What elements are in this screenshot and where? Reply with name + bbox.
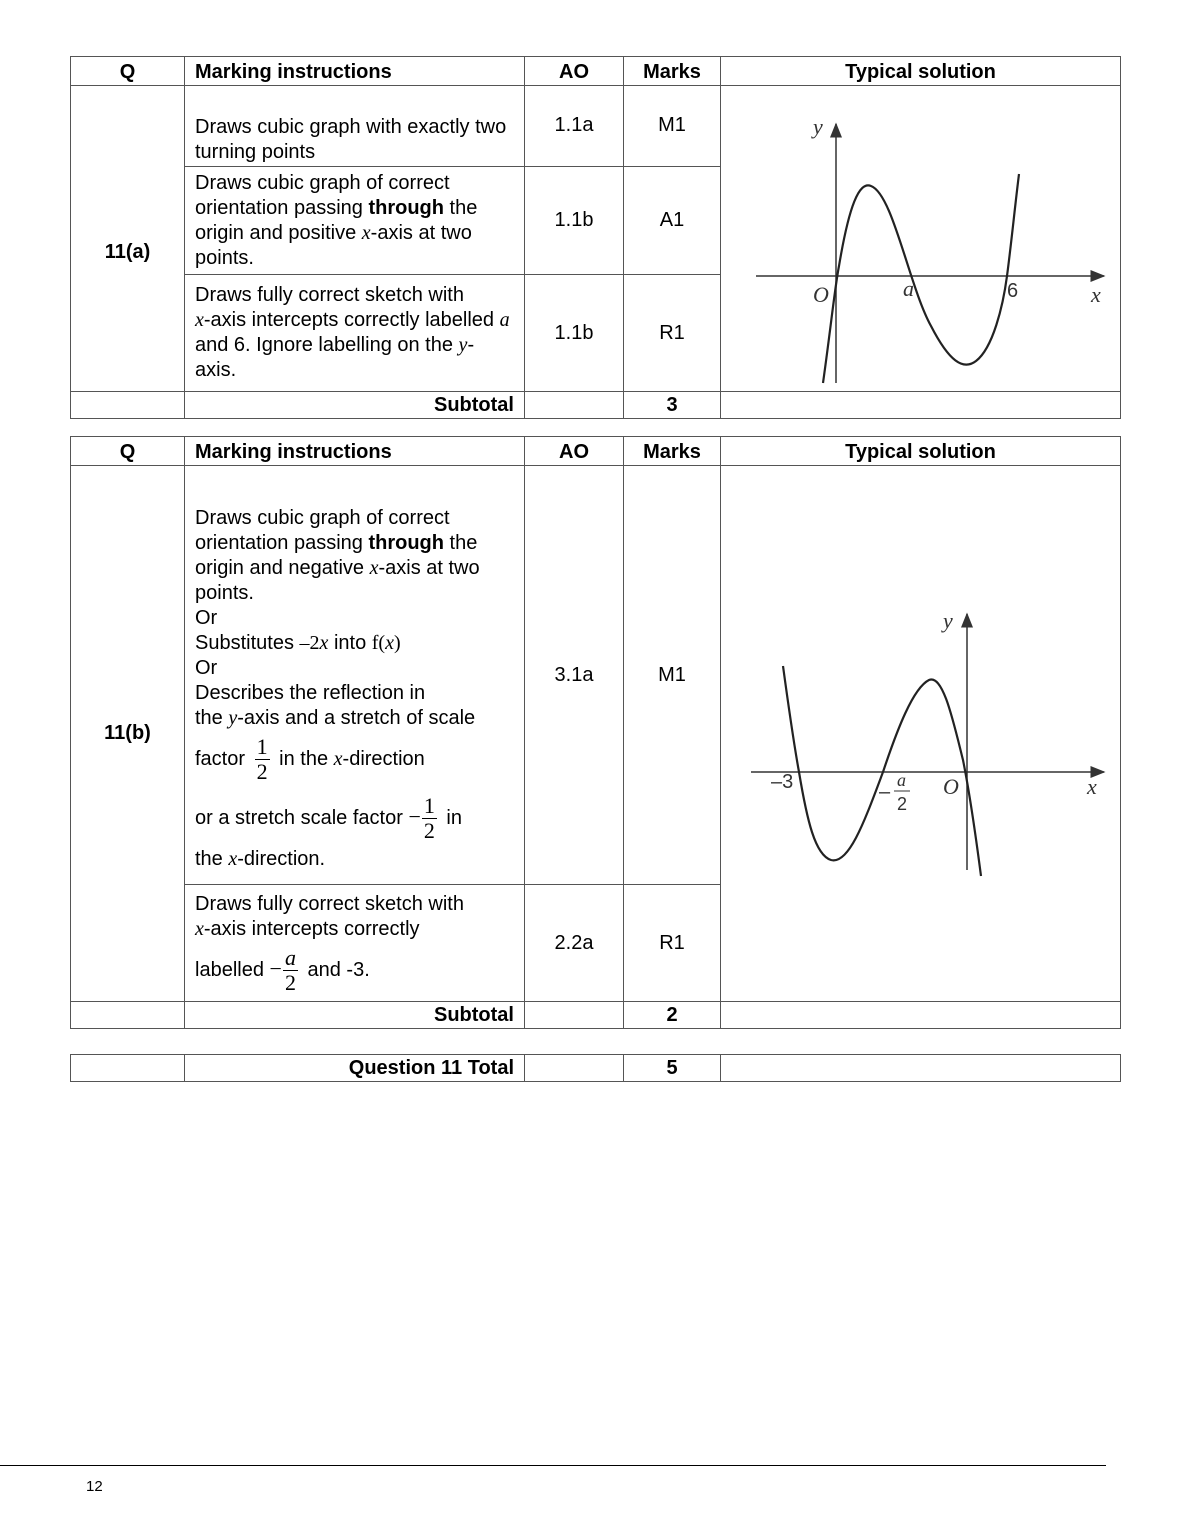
- empty-cell: [71, 1002, 185, 1029]
- table-row: [71, 466, 1121, 885]
- empty-cell: [721, 392, 1121, 419]
- total-label: Question 11 Total: [185, 1055, 525, 1082]
- marking-table-11a: [70, 56, 1121, 419]
- y-axis-label: y: [813, 114, 823, 139]
- intercept-numerator: a: [897, 770, 906, 790]
- empty-cell: [71, 392, 185, 419]
- cubic-graph-b: [731, 580, 1131, 880]
- math-var: x: [333, 747, 343, 770]
- header-ao: AO: [525, 57, 624, 86]
- header-solution: Typical solution: [721, 57, 1121, 86]
- math-var: y: [458, 334, 468, 357]
- instruction-text: and -3.: [307, 958, 370, 981]
- math-var: x: [195, 309, 204, 332]
- or-text: Or: [195, 607, 218, 629]
- subtotal-value: 2: [624, 1002, 721, 1029]
- mark-cell: M1: [624, 86, 721, 167]
- axis-line: [195, 917, 514, 942]
- instruction-cell: [185, 275, 525, 392]
- instruction-text: Draws fully correct sketch with: [195, 284, 464, 307]
- stretch-line: [195, 794, 514, 843]
- math-sign: −: [408, 803, 421, 829]
- instruction-text: the origin and negative: [195, 532, 478, 579]
- math-sign: −: [269, 955, 282, 981]
- instruction-cell: [185, 885, 525, 1002]
- instruction-text: into: [328, 632, 372, 654]
- fraction-half: [255, 735, 270, 784]
- instruction-text: -axis at two points.: [195, 221, 472, 269]
- fraction-numerator: 1: [256, 734, 268, 759]
- instruction-text: Draws cubic graph with exactly two turning points: [195, 115, 507, 163]
- math-var: x: [195, 917, 204, 940]
- header-q: Q: [71, 437, 185, 466]
- subtotal-label: Subtotal: [185, 392, 525, 419]
- mark-cell: R1: [624, 885, 721, 1002]
- empty-cell: [721, 1002, 1121, 1029]
- fraction-denominator: 2: [256, 759, 268, 784]
- instruction-text: -axis and a stretch of scale: [237, 707, 476, 729]
- instruction-cell: [185, 86, 525, 167]
- fraction-numerator: 1: [423, 793, 435, 818]
- origin-label: O: [943, 774, 959, 799]
- instruction-text: or a stretch scale factor: [195, 806, 403, 829]
- header-instructions: Marking instructions: [185, 437, 525, 466]
- cubic-graph-a: [731, 86, 1131, 384]
- math-var: y: [228, 707, 238, 729]
- factor-line: [195, 735, 514, 784]
- instruction-text: the: [195, 848, 229, 870]
- ao-cell: 1.1b: [525, 275, 624, 392]
- instruction-text: -direction.: [237, 848, 326, 870]
- instruction-text: the: [195, 707, 229, 729]
- instruction-text: -axis at two points.: [195, 557, 480, 604]
- instruction-text: Draws fully correct sketch with: [195, 892, 464, 915]
- fraction-a-over-2: [283, 946, 298, 995]
- empty-cell: [721, 1055, 1121, 1082]
- or-text: Or: [195, 657, 218, 679]
- direction-line: [195, 847, 514, 872]
- table-header-row: [71, 437, 1121, 466]
- instruction-text: Draws cubic graph of correct orientation passing: [195, 507, 450, 554]
- intercept-denominator: 2: [897, 794, 908, 814]
- marking-table-11b: [70, 436, 1121, 1029]
- mark-cell: A1: [624, 166, 721, 274]
- instruction-text: -axis intercepts correctly: [203, 917, 420, 940]
- origin-label: O: [813, 282, 829, 307]
- instruction-text: and 6. Ignore labelling on the: [195, 334, 459, 357]
- page-number: 12: [86, 1478, 103, 1495]
- intercept-neg3-label: –3: [771, 771, 794, 793]
- cubic-curve: [783, 666, 981, 876]
- subtotal-label: Subtotal: [185, 1002, 525, 1029]
- header-q: Q: [71, 57, 185, 86]
- instruction-cell: [185, 466, 525, 885]
- math-var: a: [499, 309, 510, 332]
- instruction-text: factor: [195, 747, 246, 770]
- math-expr: ): [393, 632, 401, 654]
- footer-divider: [0, 1465, 1106, 1466]
- question-total-table: [70, 1054, 1121, 1082]
- header-marks: Marks: [624, 57, 721, 86]
- subtotal-row: [71, 392, 1121, 419]
- instruction-text: in the: [279, 747, 334, 770]
- instruction-text: -axis intercepts correctly labelled: [203, 309, 500, 332]
- solution-cell: [721, 466, 1121, 1002]
- header-solution: Typical solution: [721, 437, 1121, 466]
- instruction-cell: [185, 166, 525, 274]
- math-var: x: [228, 848, 238, 870]
- question-number: 11(b): [71, 466, 185, 1002]
- cubic-curve: [823, 174, 1019, 383]
- total-value: 5: [624, 1055, 721, 1082]
- math-expr: f(: [371, 632, 386, 654]
- subtotal-value: 3: [624, 392, 721, 419]
- empty-cell: [525, 1002, 624, 1029]
- header-ao: AO: [525, 437, 624, 466]
- fraction-denominator: 2: [284, 969, 296, 995]
- empty-cell: [525, 392, 624, 419]
- ao-cell: 3.1a: [525, 466, 624, 885]
- ao-cell: 1.1a: [525, 86, 624, 167]
- table-header-row: [71, 57, 1121, 86]
- math-var: x: [319, 632, 329, 654]
- header-marks: Marks: [624, 437, 721, 466]
- ao-cell: 1.1b: [525, 166, 624, 274]
- intercept-sign: –: [879, 781, 891, 803]
- y-axis-label: y: [943, 608, 953, 633]
- math-var: x: [385, 632, 394, 654]
- instruction-text: -direction: [342, 747, 425, 770]
- fraction-numerator: a: [284, 944, 296, 970]
- fraction-half: [422, 794, 437, 843]
- labelled-line: [195, 946, 514, 995]
- solution-cell: [721, 86, 1121, 392]
- instruction-text: the origin and positive: [195, 196, 478, 244]
- substitute-line: [195, 631, 514, 656]
- instruction-text: Substitutes: [195, 632, 300, 654]
- math-var: x: [361, 221, 371, 244]
- mark-cell: R1: [624, 275, 721, 392]
- instruction-text: Draws cubic graph of correct orientation passing: [195, 171, 450, 219]
- empty-cell: [525, 1055, 624, 1082]
- x-axis-label: x: [1087, 774, 1097, 799]
- fraction-denominator: 2: [423, 818, 435, 843]
- x-axis-label: x: [1091, 282, 1101, 307]
- mark-cell: M1: [624, 466, 721, 885]
- axis-line: [195, 706, 514, 731]
- instruction-bold: through: [368, 196, 444, 219]
- ao-cell: 2.2a: [525, 885, 624, 1002]
- math-var: x: [369, 557, 379, 579]
- empty-cell: [71, 1055, 185, 1082]
- instruction-bold: through: [368, 532, 444, 554]
- intercept-6-label: 6: [1007, 280, 1019, 302]
- header-instructions: Marking instructions: [185, 57, 525, 86]
- question-number: 11(a): [71, 86, 185, 392]
- table-row: [71, 86, 1121, 167]
- instruction-text: Describes the reflection in: [195, 682, 426, 704]
- intercept-a-label: a: [903, 276, 914, 301]
- instruction-text: -axis.: [195, 334, 475, 382]
- math-expr: –2: [299, 632, 320, 654]
- instruction-text: in: [446, 806, 462, 829]
- subtotal-row: [71, 1002, 1121, 1029]
- instruction-text: labelled: [195, 958, 264, 981]
- total-row: [71, 1055, 1121, 1082]
